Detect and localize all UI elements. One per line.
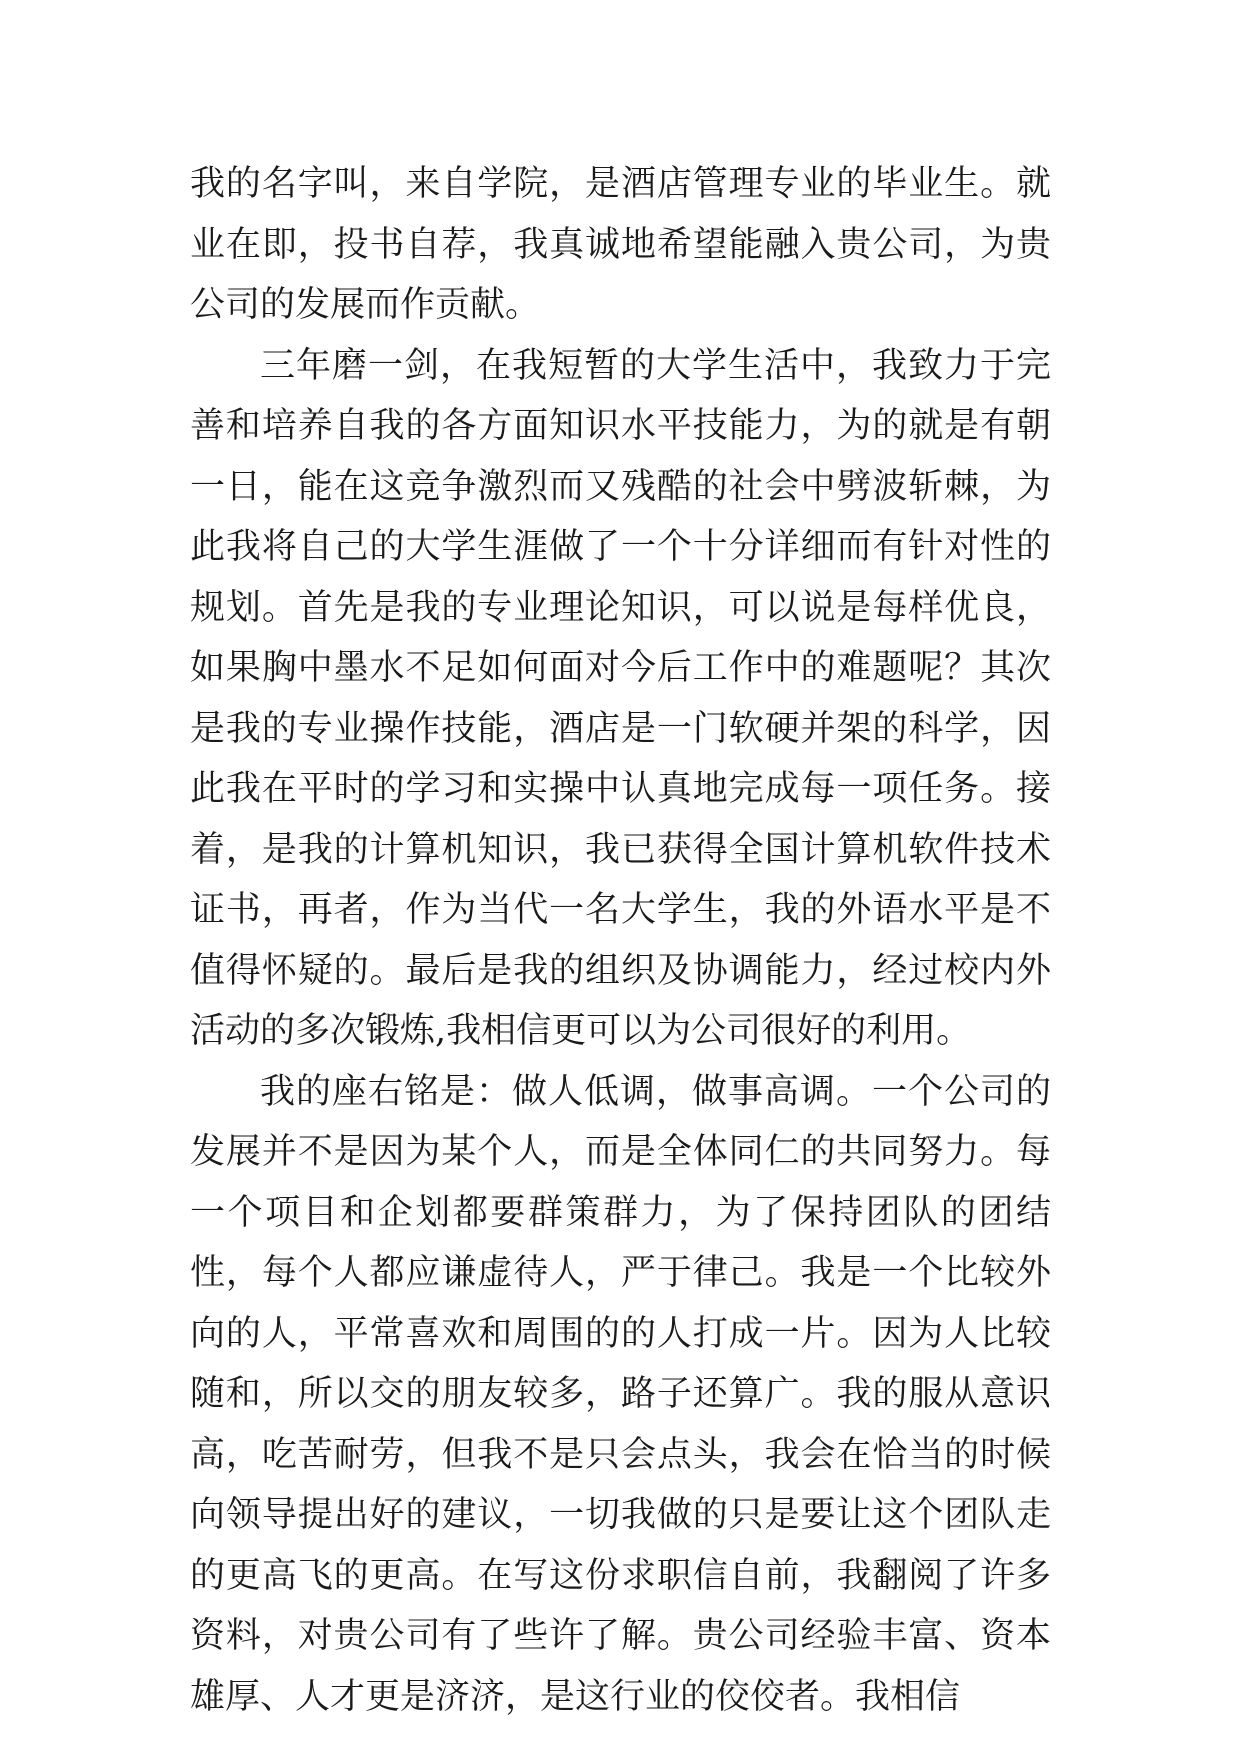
- paragraph-intro: 我的名字叫，来自学院，是酒店管理专业的毕业生。就业在即，投书自荐，我真诚地希望能融入贵公司，为贵公司的发展而作贡献。: [190, 164, 1051, 325]
- letter-body: [190, 154, 1051, 1727]
- paragraph-motto: 我的座右铭是：做人低调，做事高调。一个公司的发展并不是因为某个人，而是全体同仁的共同努力。每一个项目和企划都要群策群力，为了保持团队的团结性，每个人都应谦虚待人，严于律己。我是一个比较外向的人，平常喜欢和周围的的人打成一片。因为人比较随和，所以交的朋友较多，路子还算广。我的服从意识高，吃苦耐劳，但我不是只会点头，我会在恰当的时候向领导提出好的建议，一切我做的只是要让这个团队走的更高飞的更高。在写这份求职信自前，我翻阅了许多资料，对贵公司有了些许了解。贵公司经验丰富、资本雄厚、人才更是济济，是这行业的佼佼者。我相信: [190, 1071, 1051, 1717]
- paragraph-skills: 三年磨一剑，在我短暂的大学生活中，我致力于完善和培养自我的各方面知识水平技能力，为的就是有朝一日，能在这竞争激烈而又残酷的社会中劈波斩棘，为此我将自己的大学生涯做了一个十分详细而有针对性的规划。首先是我的专业理论知识，可以说是每样优良，如果胸中墨水不足如何面对今后工作中的难题呢？其次是我的专业操作技能，酒店是一门软硬并架的科学，因此我在平时的学习和实操中认真地完成每一项任务。接着，是我的计算机知识，我已获得全国计算机软件技术证书，再者，作为当代一名大学生，我的外语水平是不值得怀疑的。最后是我的组织及协调能力，经过校内外活动的多次锻炼,我相信更可以为公司很好的利用。: [190, 345, 1051, 1051]
